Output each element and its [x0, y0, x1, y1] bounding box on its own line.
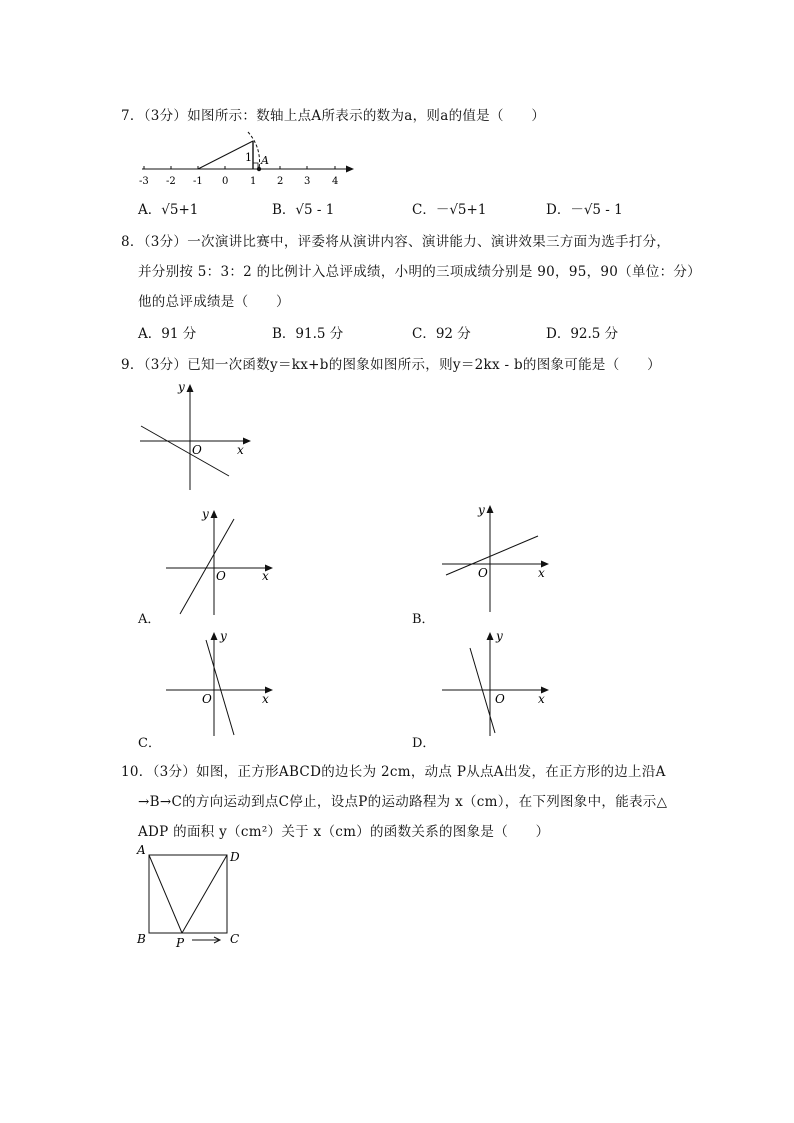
axis-y-label: y: [178, 380, 185, 394]
q9-option-d-label: D．: [412, 736, 436, 751]
origin-label: O: [216, 569, 226, 583]
q10-line-2: →B→C的方向运动到点C停止，设点P的运动路程为 x（cm），在下列图象中，能表示△: [138, 794, 668, 810]
q7-tick-label: 1: [250, 176, 257, 187]
q10-line-3: ADP 的面积 y（cm²）关于 x（cm）的函数关系的图象是（ ）: [138, 824, 550, 840]
origin-label: O: [192, 443, 202, 457]
q9-option-a-graph: [164, 505, 284, 620]
axis-y-label: y: [220, 629, 227, 643]
q7-option-c: C．－√5+1: [412, 202, 487, 218]
q9-option-d-graph: [440, 628, 560, 743]
q7-number-line-figure: [138, 130, 368, 190]
q9-stem: 9．（3分）已知一次函数y＝kx+b的图象如图所示，则y＝2kx - b的图象可能是（ ）: [121, 357, 661, 373]
q8-option-a: A．91 分: [138, 326, 197, 342]
axis-y-label: y: [496, 629, 503, 643]
q7-tick-label: -1: [193, 176, 203, 187]
q8-line-1: 8．（3分）一次演讲比赛中，评委将从演讲内容、演讲能力、演讲效果三方面为选手打分，: [121, 234, 671, 250]
axis-x-label: x: [538, 566, 545, 580]
vertex-d-label: D: [230, 850, 240, 864]
q7-tick-label: -3: [139, 176, 149, 187]
q7-tick-label: 3: [304, 176, 311, 187]
vertex-a-label: A: [137, 843, 146, 857]
q10-line-1: 10．（3分）如图，正方形ABCD的边长为 2cm，动点 P从点A出发，在正方形的边上沿A: [121, 764, 666, 780]
q7-tick-label: 4: [332, 176, 339, 187]
point-p-label: P: [176, 936, 185, 950]
q9-option-b-label: B．: [412, 612, 435, 627]
q9-option-c-graph: [164, 628, 284, 743]
q7-tick-label: -2: [166, 176, 176, 187]
q9-option-a-label: A．: [138, 612, 161, 627]
q7-option-a: A．√5+1: [138, 202, 199, 218]
axis-y-label: y: [202, 507, 209, 521]
q7-stem: 7．（3分）如图所示：数轴上点A所表示的数为a，则a的值是（ ）: [121, 108, 546, 124]
q8-option-d: D．92.5 分: [546, 326, 619, 342]
q7-height-label: 1: [245, 151, 252, 164]
axis-x-label: x: [237, 443, 244, 457]
vertex-c-label: C: [230, 932, 240, 946]
origin-label: O: [495, 692, 505, 706]
q7-tick-label: 0: [222, 176, 229, 187]
q10-square-figure: [135, 842, 260, 952]
axis-x-label: x: [538, 692, 545, 706]
origin-label: O: [202, 692, 212, 706]
q7-option-b: B．√5 - 1: [272, 202, 335, 218]
axis-x-label: x: [262, 692, 269, 706]
q8-line-2: 并分别按 5：3：2 的比例计入总评成绩，小明的三项成绩分别是 90，95，90（单位：分）: [138, 264, 701, 280]
vertex-b-label: B: [137, 932, 146, 946]
q9-option-c-label: C．: [138, 736, 161, 751]
q7-tick-label: 2: [277, 176, 284, 187]
axis-y-label: y: [478, 503, 485, 517]
q9-given-graph: [138, 378, 258, 493]
q9-option-b-graph: [440, 500, 560, 615]
q7-point-label: A: [261, 154, 269, 167]
q8-option-c: C．92 分: [412, 326, 471, 342]
axis-x-label: x: [262, 569, 269, 583]
q7-option-d: D．－√5 - 1: [546, 202, 623, 218]
q8-option-b: B．91.5 分: [272, 326, 344, 342]
q8-line-3: 他的总评成绩是（ ）: [138, 294, 290, 310]
origin-label: O: [478, 566, 488, 580]
